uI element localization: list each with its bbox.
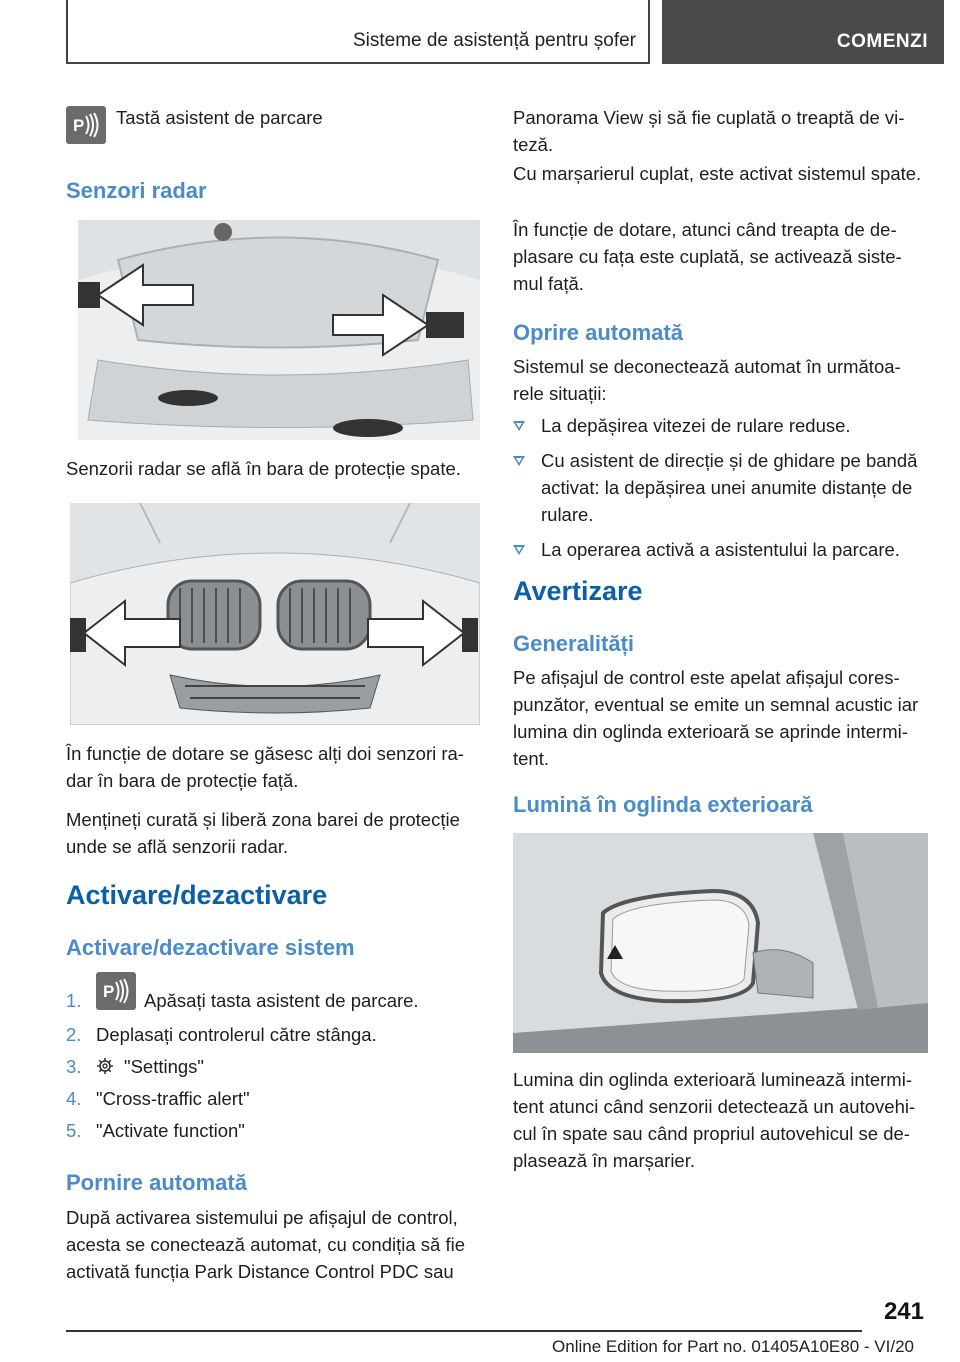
side-mirror-image <box>513 833 928 1053</box>
button-caption: Tastă asistent de parcare <box>116 107 323 128</box>
bullet-triangle-icon <box>513 545 525 555</box>
auto-stop-bullets <box>513 412 931 563</box>
svg-text:P: P <box>73 116 85 135</box>
header-section-title: Sisteme de asistență pentru șofer <box>352 30 636 51</box>
step-text: Apăsați tasta asistent de parcare. <box>144 990 419 1011</box>
step-number: 3. <box>66 1056 82 1077</box>
rear-bumper-image <box>78 220 480 440</box>
auto-stop-heading: Oprire automată <box>513 320 683 345</box>
front-bumper-image <box>70 503 480 725</box>
activation-subheading: Activare/dezactivare sistem <box>66 935 355 960</box>
page-number: 241 <box>883 1298 924 1325</box>
rear-caption: Senzorii radar se află în bara de protecție spate. <box>66 458 461 479</box>
list-item <box>513 536 931 563</box>
activation-heading: Activare/dezactivare <box>66 880 328 910</box>
mirror-heading: Lumină în oglinda exterioară <box>513 792 813 817</box>
mirror-text: Lumina din oglinda exterioară luminează intermi-tent atunci când senzorii detectează un autovehi-cul în spate sau când propriul autovehicul se de-plasează în marșarier. <box>513 1069 916 1171</box>
warning-heading: Avertizare <box>513 576 643 606</box>
step-text: "Activate function" <box>96 1120 245 1141</box>
auto-start-text: După activarea sistemului pe afișajul de control, acesta se conectează automat, cu condiția să fie activată funcția Park Distance Control PDC sau <box>66 1207 466 1282</box>
bullet-text: Cu asistent de direcție și de ghidare pe bandă activat: la depășirea unei anumite distanțe de rulare. <box>541 450 918 525</box>
general-heading: Generalități <box>513 631 635 656</box>
header-chapter-box <box>662 0 944 64</box>
bullet-text: La operarea activă a asistentului la parcare. <box>541 539 900 560</box>
list-item <box>513 412 931 439</box>
front-caption: În funcție de dotare se găsesc alți doi senzori ra-dar în bara de protecție față. <box>66 743 464 791</box>
auto-start-heading: Pornire automată <box>66 1170 247 1195</box>
step-text: Deplasați controlerul către stânga. <box>96 1024 377 1045</box>
bullet-triangle-icon <box>513 456 525 466</box>
list-item <box>513 447 931 528</box>
step-text: "Settings" <box>124 1056 204 1077</box>
bullet-triangle-icon <box>513 421 525 431</box>
step-number: 2. <box>66 1024 82 1045</box>
park-assist-button-row <box>66 106 106 144</box>
bullet-text: La depășirea vitezei de rulare reduse. <box>541 415 851 436</box>
continuation-text: Panorama View și să fie cuplată o treaptă de vi-teză. <box>513 107 905 155</box>
footer-divider <box>66 1330 862 1332</box>
step-number: 5. <box>66 1120 82 1141</box>
radar-heading: Senzori radar <box>66 178 207 203</box>
park-assist-button-icon <box>96 972 136 1010</box>
reverse-text: Cu marșarierul cuplat, este activat sistemul spate. <box>513 163 922 184</box>
footer-edition: Online Edition for Part no. 01405A10E80 - VI/20 <box>552 1337 914 1356</box>
auto-stop-text: Sistemul se deconectează automat în următoa-rele situații: <box>513 356 901 404</box>
header-section-box <box>66 0 650 64</box>
general-text: Pe afișajul de control este apelat afișajul cores-punzător, eventual se emite un semnal acustic iar lumina din oglinda exterioară se aprinde intermi-tent. <box>513 667 919 769</box>
step-number: 1. <box>66 990 82 1011</box>
gear-icon <box>96 1057 114 1080</box>
svg-text:P: P <box>103 982 115 1001</box>
step-text: "Cross-traffic alert" <box>96 1088 250 1109</box>
header-chapter-title: COMENZI <box>836 31 928 52</box>
keep-clean-text: Mențineți curată și liberă zona barei de protecție unde se află senzorii radar. <box>66 809 460 857</box>
step-number: 4. <box>66 1088 82 1109</box>
park-assist-button-icon <box>66 106 106 144</box>
drive-text: În funcție de dotare, atunci când treapta de de-plasare cu fața este cuplată, se activează siste-mul față. <box>513 219 902 294</box>
